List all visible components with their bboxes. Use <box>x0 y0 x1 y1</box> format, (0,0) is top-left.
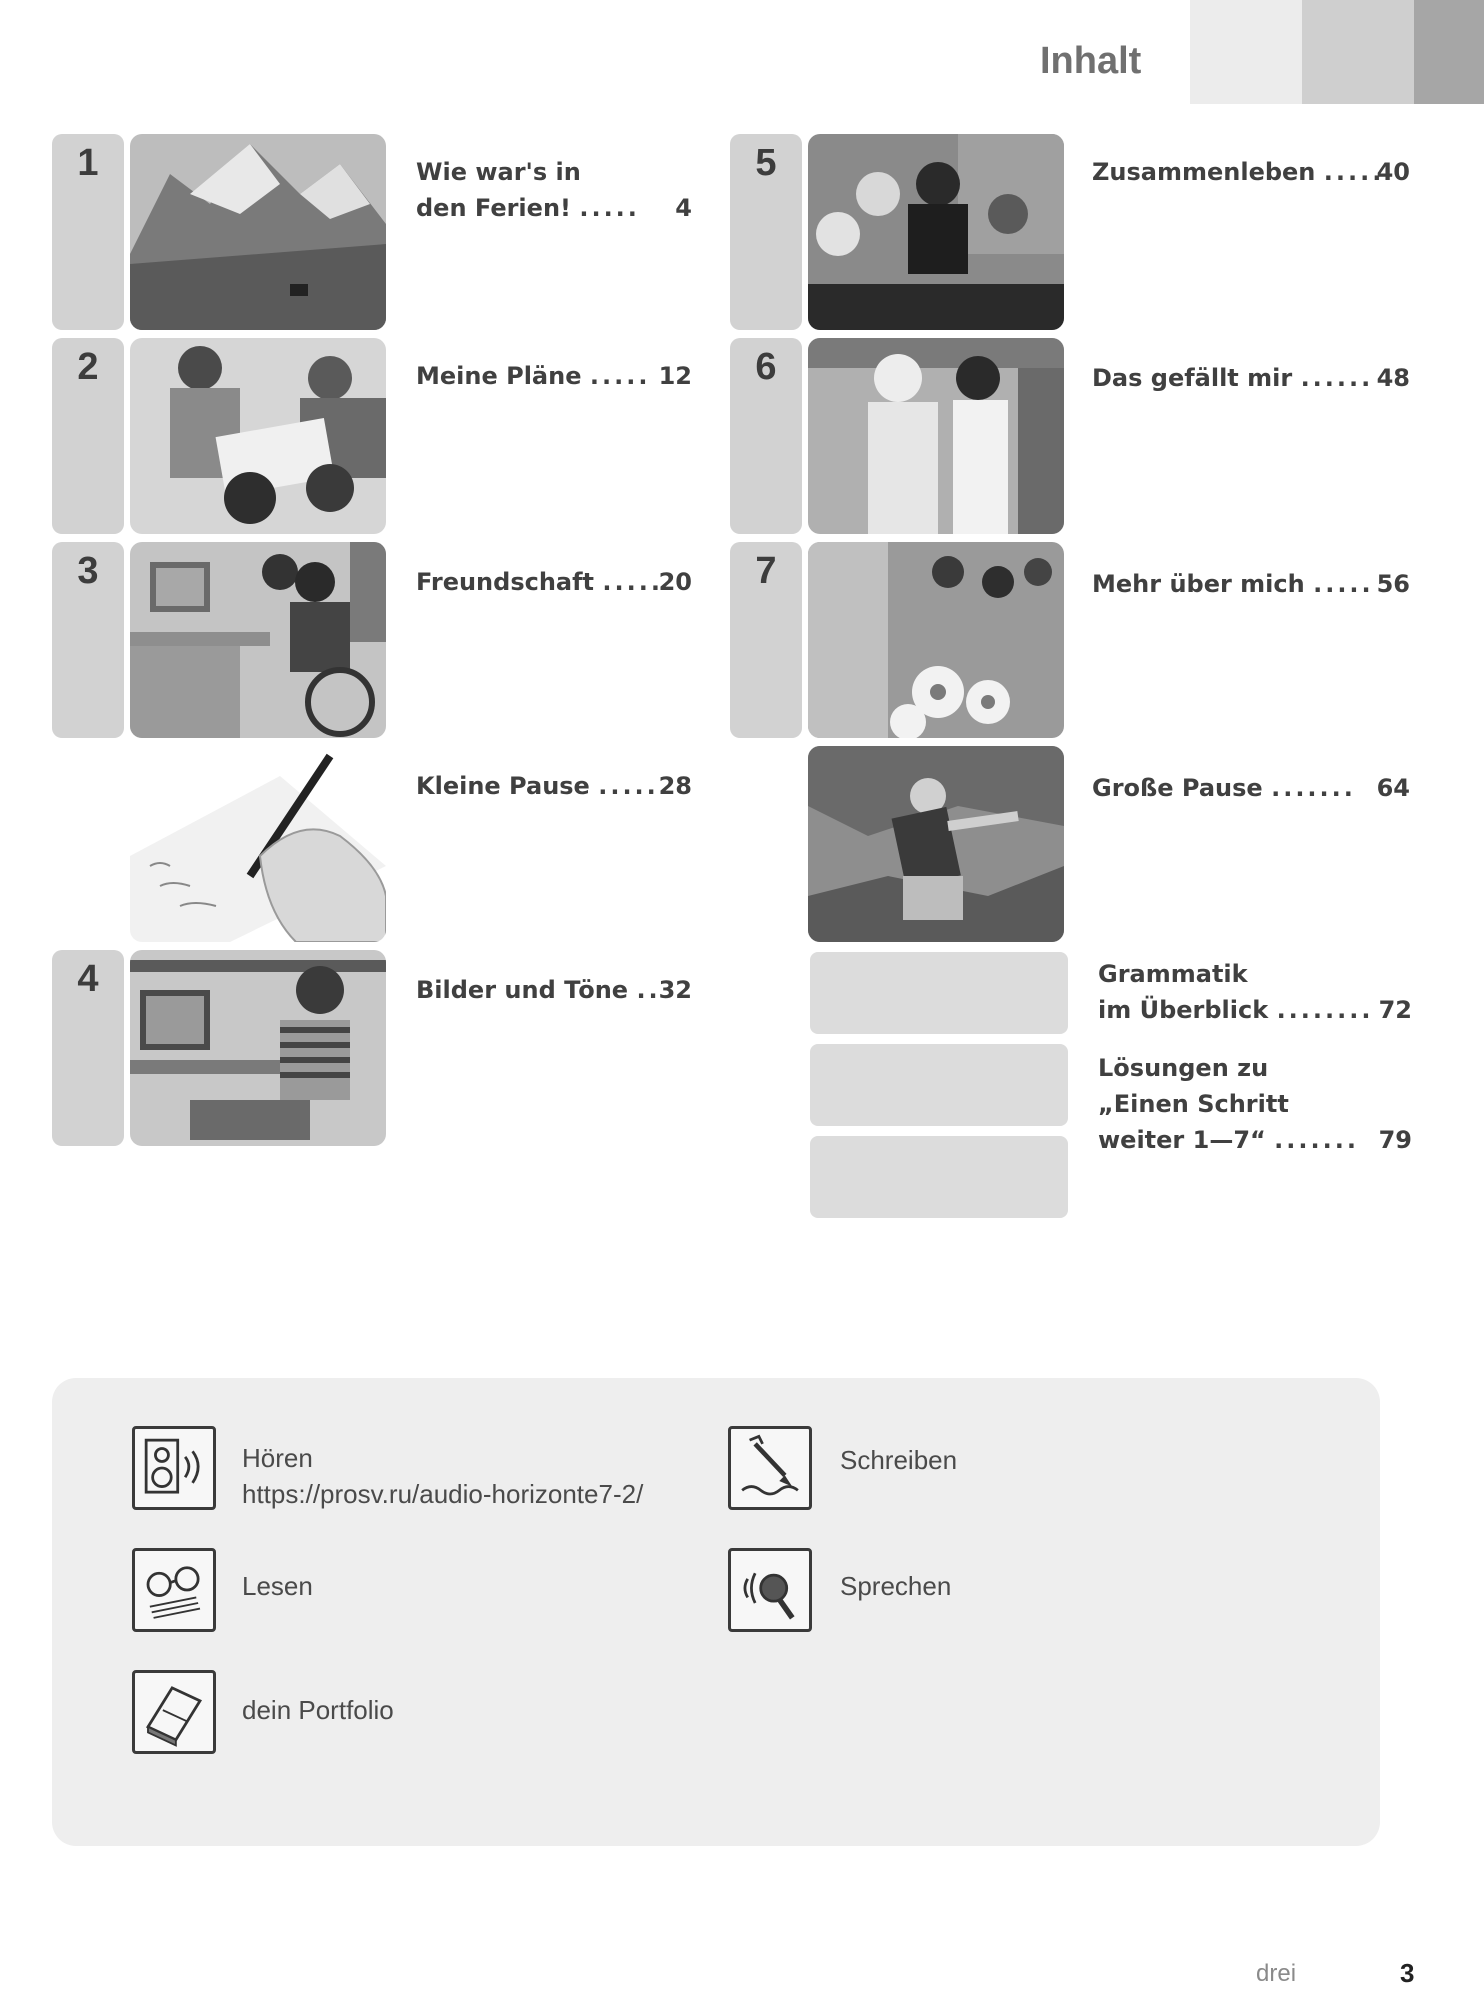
entry-title: Bilder und Töne <box>416 976 629 1004</box>
entry-page: 32 <box>658 976 692 1004</box>
toc-entry-7[interactable] <box>1092 566 1410 602</box>
entry-page: 56 <box>1376 570 1410 598</box>
toc-entry-kleine-pause[interactable] <box>416 768 692 804</box>
entry-title: Große Pause <box>1092 774 1263 802</box>
entry-title: Zusammenleben <box>1092 158 1316 186</box>
entry-page: 64 <box>1376 774 1410 802</box>
entry-page: 79 <box>1378 1126 1412 1154</box>
unit-number: 4 <box>77 958 99 1000</box>
solutions-box-2 <box>810 1136 1068 1218</box>
unit-tab-1 <box>52 134 124 330</box>
header-band-dark <box>1414 0 1484 104</box>
entry-page: 4 <box>675 194 692 222</box>
entry-title: Freundschaft <box>416 568 595 596</box>
legend-portfolio: dein Portfolio <box>242 1695 394 1725</box>
entry-title: Kleine Pause <box>416 772 590 800</box>
pen-icon <box>728 1426 812 1510</box>
unit-tab-2 <box>52 338 124 534</box>
entry-title-line3: weiter 1—7“ <box>1098 1126 1266 1154</box>
photo-students-planning <box>130 338 386 534</box>
entry-title: Wie war's in <box>416 158 581 186</box>
entry-dots: ...... <box>1300 364 1374 392</box>
entry-page: 48 <box>1376 364 1410 392</box>
footer-page-word: drei <box>1256 1960 1297 1987</box>
glasses-icon <box>132 1548 216 1632</box>
entry-dots: ....... <box>1271 774 1356 802</box>
toc-entry-grammatik[interactable] <box>1098 956 1412 1028</box>
entry-page: 72 <box>1378 996 1412 1024</box>
photo-climber <box>808 746 1064 942</box>
unit-number: 2 <box>77 346 99 388</box>
grammar-box <box>810 952 1068 1034</box>
toc-entry-5[interactable] <box>1092 154 1410 190</box>
unit-tab-7 <box>730 542 802 738</box>
toc-entry-grosse-pause[interactable] <box>1092 770 1410 806</box>
entry-dots: .. <box>636 976 661 1004</box>
unit-tab-5 <box>730 134 802 330</box>
legend-label: Hören <box>242 1443 313 1473</box>
audio-url-link[interactable]: https://prosv.ru/audio-horizonte7-2/ <box>242 1479 644 1509</box>
unit-number: 6 <box>755 346 777 388</box>
legend-lesen: Lesen <box>242 1571 313 1601</box>
unit-number: 1 <box>77 142 99 184</box>
toc-entry-3[interactable] <box>416 564 692 600</box>
entry-page: 28 <box>658 772 692 800</box>
legend-schreiben: Schreiben <box>840 1445 958 1475</box>
photo-mountain <box>130 134 386 330</box>
entry-title-line2: im Überblick <box>1098 996 1269 1024</box>
unit-number: 5 <box>755 142 777 184</box>
photo-boy-at-computer <box>130 950 386 1146</box>
toc-entry-2[interactable] <box>416 358 692 394</box>
toc-entry-1[interactable] <box>416 154 692 226</box>
unit-tab-3 <box>52 542 124 738</box>
footer-page-number: 3 <box>1400 1958 1415 1988</box>
page-title: Inhalt <box>1040 40 1142 82</box>
unit-tab-4 <box>52 950 124 1146</box>
legend-hoeren <box>242 1440 643 1512</box>
entry-page: 20 <box>658 568 692 596</box>
photo-writing-hand <box>130 746 386 942</box>
entry-page: 12 <box>658 362 692 390</box>
entry-dots: ..... <box>1313 570 1374 598</box>
entry-title: Grammatik <box>1098 960 1248 988</box>
entry-title: Das gefällt mir <box>1092 364 1293 392</box>
toc-entry-loesungen[interactable] <box>1098 1050 1412 1158</box>
folder-icon <box>132 1670 216 1754</box>
entry-dots: ..... <box>579 194 640 222</box>
unit-number: 3 <box>77 550 99 592</box>
entry-dots: ..... <box>589 362 651 390</box>
microphone-icon <box>728 1548 812 1632</box>
solutions-box-1 <box>810 1044 1068 1126</box>
entry-title-line2: den Ferien! <box>416 194 571 222</box>
toc-entry-4[interactable] <box>416 972 692 1008</box>
speaker-icon <box>132 1426 216 1510</box>
legend-sprechen: Sprechen <box>840 1571 952 1601</box>
entry-dots: ..... <box>598 772 659 800</box>
entry-dots: ....... <box>1274 1126 1359 1154</box>
entry-title: Meine Pläne <box>416 362 582 390</box>
entry-dots: ..... <box>602 568 663 596</box>
unit-number: 7 <box>755 550 777 592</box>
entry-title: Mehr über mich <box>1092 570 1305 598</box>
photo-flowers-crowd <box>808 542 1064 738</box>
entry-page: 40 <box>1376 158 1410 186</box>
photo-friends-at-table <box>808 134 1064 330</box>
header-band <box>1302 0 1414 104</box>
entry-title-line2: „Einen Schritt <box>1098 1090 1289 1118</box>
entry-dots: ........ <box>1276 996 1374 1024</box>
entry-title: Lösungen zu <box>1098 1054 1269 1082</box>
toc-entry-6[interactable] <box>1092 360 1410 396</box>
photo-clothes-shopping <box>808 338 1064 534</box>
photo-computer-wheelchair <box>130 542 386 738</box>
unit-tab-6 <box>730 338 802 534</box>
entry-dots: ..... <box>1323 158 1385 186</box>
